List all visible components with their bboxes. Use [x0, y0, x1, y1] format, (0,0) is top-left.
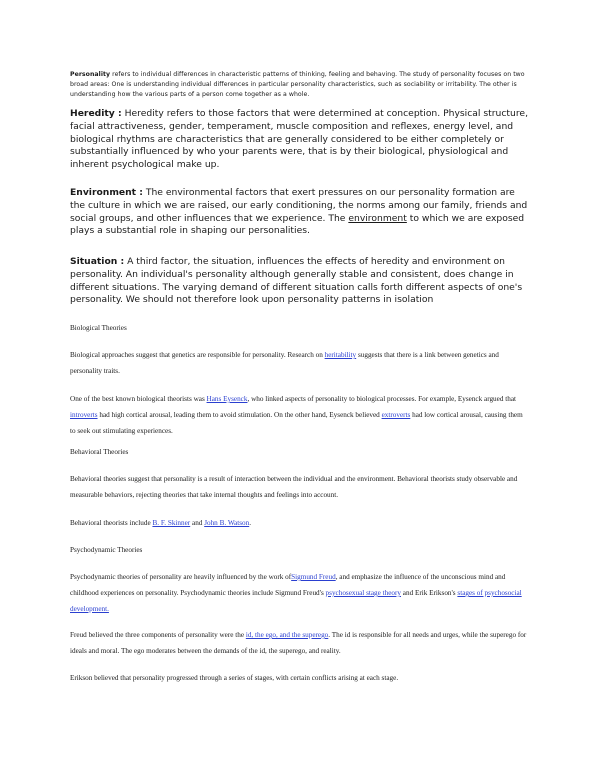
- biological-p2-text-a: One of the best known biological theorists was: [70, 395, 207, 403]
- behavioral-paragraph-2: [70, 515, 528, 531]
- psychodynamic-paragraph-3: Erikson believed that personality progressed through a series of stages, with certain conflicts arising at each stage.: [70, 674, 399, 682]
- environment-paragraph: [70, 187, 528, 238]
- psychodynamic-p2-text-b: . The id is responsible for all needs and urges, while the superego for ideals and moral. The ego moderates between the demands of the id, the superego, and reality.: [70, 631, 527, 655]
- psychodynamic-p1-text-b: , and emphasize the influence of the unconscious mind and childhood experiences on personality. Psychodynamic theories include Sigmund Freud's: [70, 573, 506, 597]
- environment-link[interactable]: environment: [348, 212, 407, 224]
- biological-p1-text-b: suggests that there is a link between genetics and personality traits.: [70, 351, 499, 375]
- id-ego-superego-link[interactable]: id, the ego, and the superego: [245, 631, 329, 639]
- psychodynamic-p1-text-c: and Erik Erikson's: [401, 589, 458, 597]
- extroverts-link[interactable]: extroverts: [381, 411, 411, 419]
- behavioral-p2-text-a: Behavioral theorists include: [70, 519, 153, 527]
- introverts-link[interactable]: introverts: [70, 411, 98, 419]
- situation-text: A third factor, the situation, influences the effects of heredity and environment on personality. An individual's personality although generally stable and consistent, does change in different situations. The varying demand of different situation calls forth different aspects of one's personality. We should not therefore look upon personality patterns in isolation: [70, 256, 523, 306]
- watson-link[interactable]: John B. Watson: [204, 519, 250, 527]
- skinner-link[interactable]: B. F. Skinner: [152, 519, 191, 527]
- intro-paragraph: [70, 70, 528, 100]
- psychodynamic-heading: Psychodynamic Theories: [70, 546, 143, 554]
- heredity-term: Heredity :: [70, 108, 122, 119]
- psychodynamic-p2-text-a: Freud believed the three components of personality were the: [70, 631, 246, 639]
- heritability-link[interactable]: heritability: [324, 351, 357, 359]
- psychodynamic-paragraph-2: [70, 627, 528, 659]
- psychosocial-development-link[interactable]: stages of psychosocial development.: [70, 589, 522, 613]
- environment-term: Environment :: [70, 187, 143, 198]
- psychosexual-stage-theory-link[interactable]: psychosexual stage theory: [325, 589, 401, 597]
- hans-eysenck-link[interactable]: Hans Eysenck: [206, 395, 248, 403]
- behavioral-p2-text-b: and: [190, 519, 205, 527]
- sigmund-freud-link[interactable]: Sigmund Freud: [291, 573, 336, 581]
- biological-p2-text-d: had low cortical arousal, causing them to seek out stimulating experiences.: [70, 411, 523, 435]
- intro-term: Personality: [70, 71, 111, 78]
- biological-paragraph-2: [70, 391, 528, 439]
- behavioral-heading: Behavioral Theories: [70, 448, 129, 456]
- biological-heading: Biological Theories: [70, 324, 127, 332]
- environment-text-b: to which we are exposed plays a substantial role in shaping our personalities.: [70, 212, 525, 237]
- behavioral-paragraph-1: Behavioral theories suggest that personality is a result of interaction between the individual and the environment. Behavioral theorists study observable and measurable behaviors, rejecting theories that take internal thoughts and feelings into account.: [70, 475, 518, 499]
- environment-text-a: The environmental factors that exert pressures on our personality formation are the culture in which we are raised, our early conditioning, the norms among our family, friends and social groups, and other influences that we experience. The: [70, 187, 528, 224]
- biological-paragraph-1: [70, 347, 528, 379]
- biological-p1-text-a: Biological approaches suggest that genetics are responsible for personality. Research on: [70, 351, 325, 359]
- heredity-paragraph: [70, 108, 528, 172]
- heredity-text: Heredity refers to those factors that were determined at conception. Physical structure, facial attractiveness, gender, temperament, muscle composition and reflexes, energy level, and biological rhythms are characteristics that are generally considered to be either completely or substantially influenced by who your parents were, that is by their biological, physiological and inherent psychological make up.: [70, 108, 529, 171]
- situation-paragraph: [70, 256, 528, 307]
- biological-p2-text-c: had high cortical arousal, leading them to avoid stimulation. On the other hand, Eysenck believed: [97, 411, 382, 419]
- biological-p2-text-b: , who linked aspects of personality to biological processes. For example, Eysenck argued that: [247, 395, 516, 403]
- psychodynamic-paragraph-1: [70, 569, 528, 617]
- psychodynamic-p1-text-a: Psychodynamic theories of personality are heavily influenced by the work of: [70, 573, 292, 581]
- situation-term: Situation :: [70, 256, 125, 267]
- intro-text: refers to individual differences in characteristic patterns of thinking, feeling and behaving. The study of personality focuses on two broad areas: One is understanding individual differences in particular personality characteristics, such as sociability or irritability. The other is understanding how the various parts of a person come together as a whole.: [70, 71, 525, 98]
- behavioral-p2-text-c: .: [249, 519, 251, 527]
